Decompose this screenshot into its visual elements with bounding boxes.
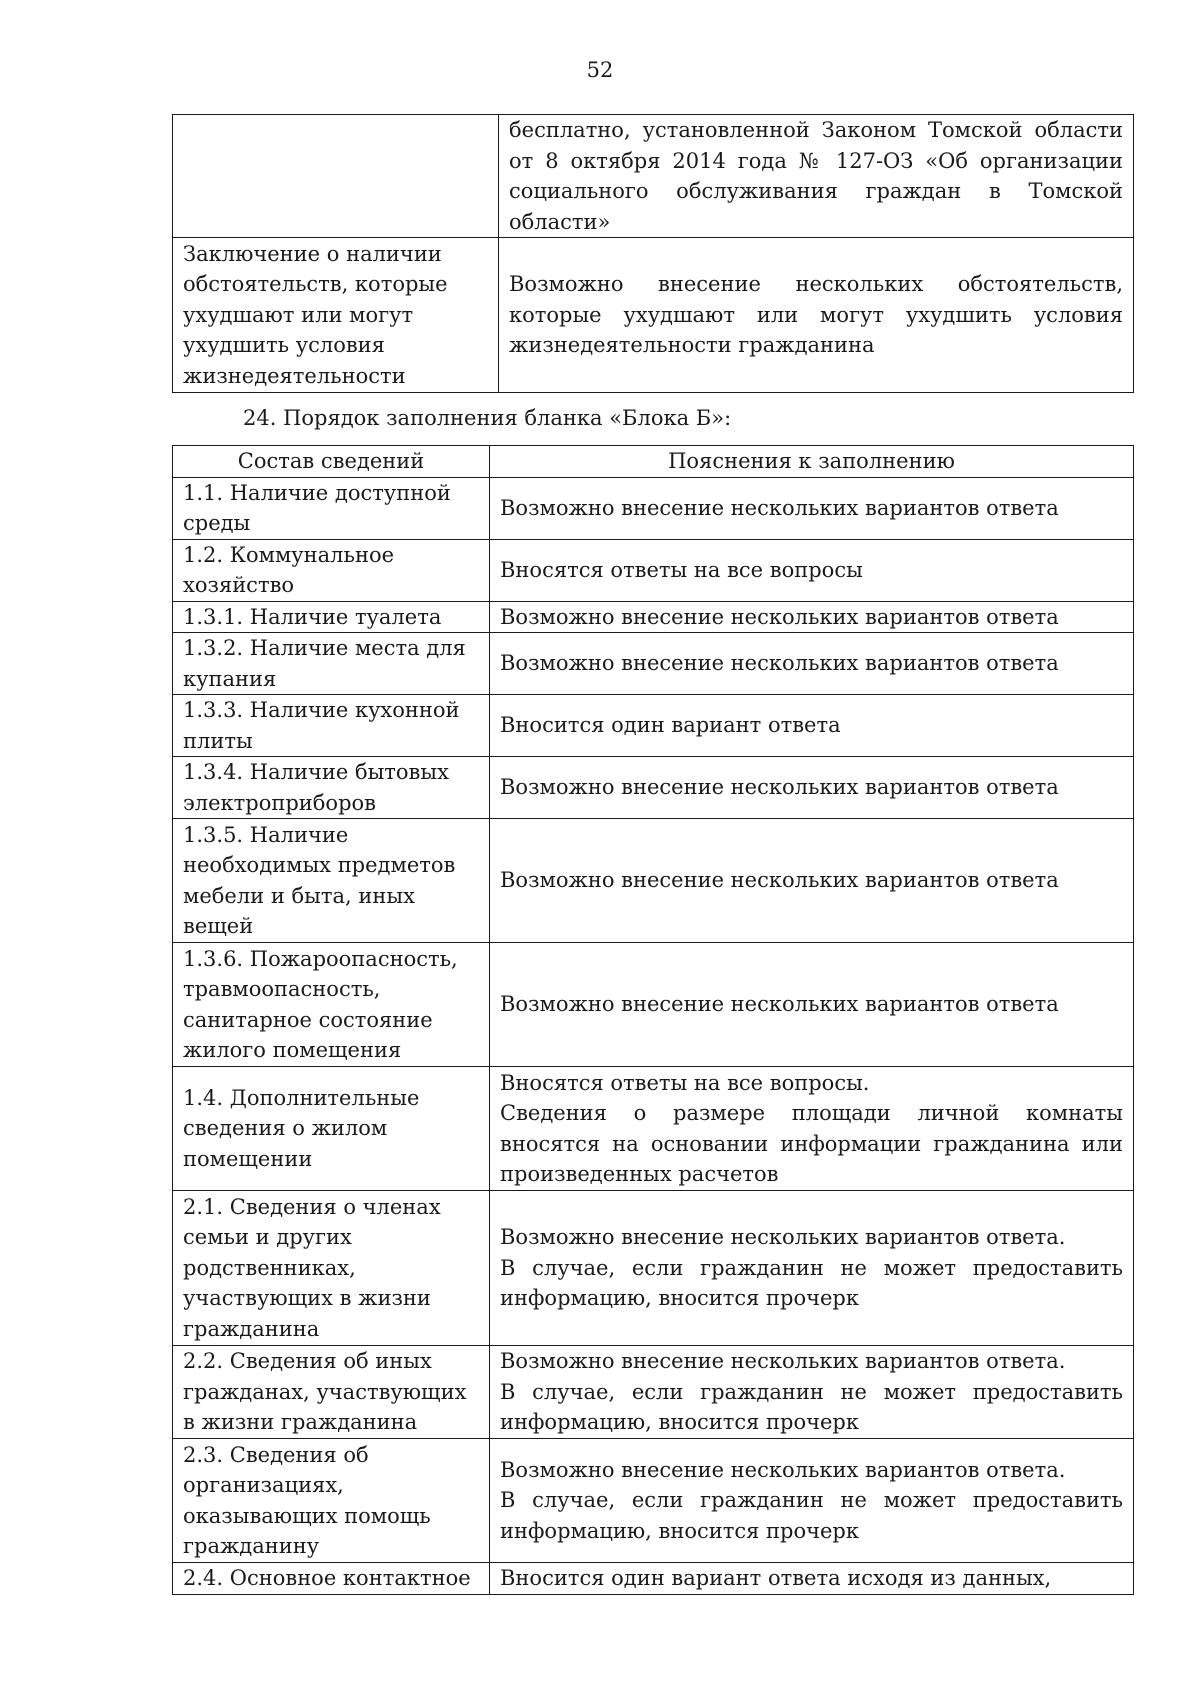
table-row xyxy=(173,1191,1134,1346)
table-cell-notes xyxy=(490,601,1134,633)
table-row xyxy=(173,1067,1134,1191)
table-cell-notes xyxy=(490,819,1134,943)
notes-line: Возможно внесение нескольких вариантов ответа xyxy=(500,651,1059,676)
table-cell-label: 1.3.2. Наличие места для купания xyxy=(173,633,490,695)
table-cell-notes xyxy=(490,539,1134,601)
table-cell-label: 2.2. Сведения об иных гражданах, участвующих в жизни гражданина xyxy=(173,1346,490,1439)
notes-line: Возможно внесение нескольких вариантов ответа. xyxy=(500,1225,1066,1250)
table-cell-label: 1.3.4. Наличие бытовых электроприборов xyxy=(173,757,490,819)
table-row xyxy=(173,1346,1134,1439)
notes-line: В случае, если гражданин не может предоставить информацию, вносится прочерк xyxy=(500,1488,1123,1543)
table-cell-label: 1.3.1. Наличие туалета xyxy=(173,601,490,633)
table-row xyxy=(173,477,1134,539)
table-cell-text: Возможно внесение нескольких обстоятельств, которые ухудшают или могут ухудшить условия жизнедеятельности гражданина xyxy=(499,238,1134,393)
table-row xyxy=(173,539,1134,601)
table-header-row xyxy=(173,446,1134,478)
continuation-table xyxy=(172,114,1134,393)
table-cell-notes xyxy=(490,477,1134,539)
table-cell-notes xyxy=(490,633,1134,695)
column-header-notes: Пояснения к заполнению xyxy=(490,446,1134,478)
notes-line: Сведения о размере площади личной комнаты вносятся на основании информации гражданина или произведенных расчетов xyxy=(500,1101,1123,1186)
notes-line: Возможно внесение нескольких вариантов ответа xyxy=(500,495,1059,520)
table-cell-notes xyxy=(490,1346,1134,1439)
notes-line: Вносится один вариант ответа исходя из данных, xyxy=(500,1566,1052,1591)
table-row xyxy=(173,238,1134,393)
table-cell-notes xyxy=(490,1439,1134,1563)
section-heading: 24. Порядок заполнения бланка «Блока Б»: xyxy=(243,406,732,430)
notes-line: Возможно внесение нескольких вариантов ответа. xyxy=(500,1349,1066,1374)
table-cell-notes xyxy=(490,1191,1134,1346)
column-header-content: Состав сведений xyxy=(173,446,490,478)
table-cell-notes xyxy=(490,1067,1134,1191)
table-cell-label: 2.1. Сведения о членах семьи и других родственниках, участвующих в жизни гражданина xyxy=(173,1191,490,1346)
table-cell-label xyxy=(173,115,499,238)
table-cell-label: 1.3.6. Пожароопасность, травмоопасность, санитарное состояние жилого помещения xyxy=(173,943,490,1067)
table-row xyxy=(173,601,1134,633)
block-b-table xyxy=(172,445,1134,1595)
table-row xyxy=(173,695,1134,757)
table-row xyxy=(173,819,1134,943)
notes-line: Возможно внесение нескольких вариантов ответа xyxy=(500,775,1059,800)
table-cell-label: 2.4. Основное контактное xyxy=(173,1563,490,1595)
table-cell-label: 1.2. Коммунальное хозяйство xyxy=(173,539,490,601)
table-cell-notes xyxy=(490,695,1134,757)
table-cell-label: 1.4. Дополнительные сведения о жилом помещении xyxy=(173,1067,490,1191)
notes-line: Вносятся ответы на все вопросы. xyxy=(500,1070,870,1095)
table-cell-label: 2.3. Сведения об организациях, оказывающих помощь гражданину xyxy=(173,1439,490,1563)
notes-line: Вносится один вариант ответа xyxy=(500,713,841,738)
notes-line: Возможно внесение нескольких вариантов ответа xyxy=(500,992,1059,1017)
page-number: 52 xyxy=(586,58,614,82)
notes-line: Вносятся ответы на все вопросы xyxy=(500,557,863,582)
table-row xyxy=(173,633,1134,695)
table-cell-notes xyxy=(490,757,1134,819)
table-cell-notes xyxy=(490,1563,1134,1595)
table-row xyxy=(173,1439,1134,1563)
table-cell-notes xyxy=(490,943,1134,1067)
table-row xyxy=(173,757,1134,819)
table-row xyxy=(173,115,1134,238)
table-row xyxy=(173,943,1134,1067)
table-cell-text: бесплатно, установленной Законом Томской области от 8 октября 2014 года № 127-ОЗ «Об организации социального обслуживания граждан в Томской области» xyxy=(499,115,1134,238)
notes-line: Возможно внесение нескольких вариантов ответа xyxy=(500,604,1059,629)
notes-line: В случае, если гражданин не может предоставить информацию, вносится прочерк xyxy=(500,1379,1123,1435)
notes-line: Возможно внесение нескольких вариантов ответа xyxy=(500,868,1059,893)
table-cell-label: 1.3.3. Наличие кухонной плиты xyxy=(173,695,490,757)
notes-line: В случае, если гражданин не может предоставить информацию, вносится прочерк xyxy=(500,1255,1123,1311)
table-row xyxy=(173,1563,1134,1595)
table-cell-label: 1.3.5. Наличие необходимых предметов мебели и быта, иных вещей xyxy=(173,819,490,943)
notes-line: Возможно внесение нескольких вариантов ответа. xyxy=(500,1457,1066,1482)
table-cell-label: 1.1. Наличие доступной среды xyxy=(173,477,490,539)
table-cell-label: Заключение о наличии обстоятельств, которые ухудшают или могут ухудшить условия жизнедеятельности xyxy=(173,238,499,393)
